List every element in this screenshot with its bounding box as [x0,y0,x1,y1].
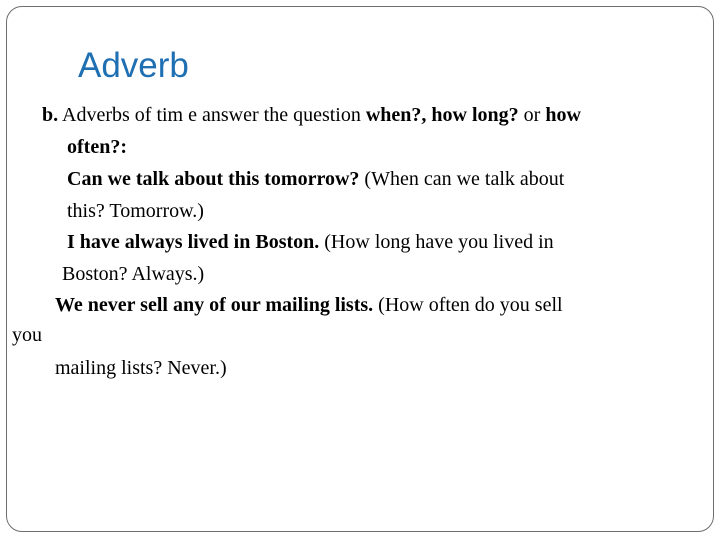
example-question: this? Tomorrow.) [67,200,204,222]
text-line [12,322,42,348]
example-sentence-line [67,229,554,255]
text-run-bold: how [545,104,581,126]
example-question: you [12,324,42,346]
list-marker: b. [42,104,59,126]
text-run: or [518,104,546,126]
text-run: Adverbs of tim e answer the question [58,104,366,126]
example-sentence: I have always lived in Boston. [67,231,320,253]
example-question: Boston? Always.) [62,263,205,285]
text-run-bold: when?, how long? [365,104,519,126]
example-sentence: Can we talk about this tomorrow? [67,168,360,190]
text-line [62,261,204,287]
text-line [67,198,204,224]
example-question: (How often do you sell [373,294,563,316]
text-line [42,102,581,128]
text-line [55,355,227,381]
example-question: (When can we talk about [359,168,565,190]
example-sentence-line [55,292,563,318]
slide-title: Adverb [78,46,189,85]
example-question: (How long have you lived in [319,231,554,253]
text-run-bold: often?: [67,136,127,158]
example-sentence: We never sell any of our mailing lists. [55,294,374,316]
text-line [67,134,127,160]
example-question: mailing lists? Never.) [55,357,227,379]
example-sentence-line [67,166,564,192]
